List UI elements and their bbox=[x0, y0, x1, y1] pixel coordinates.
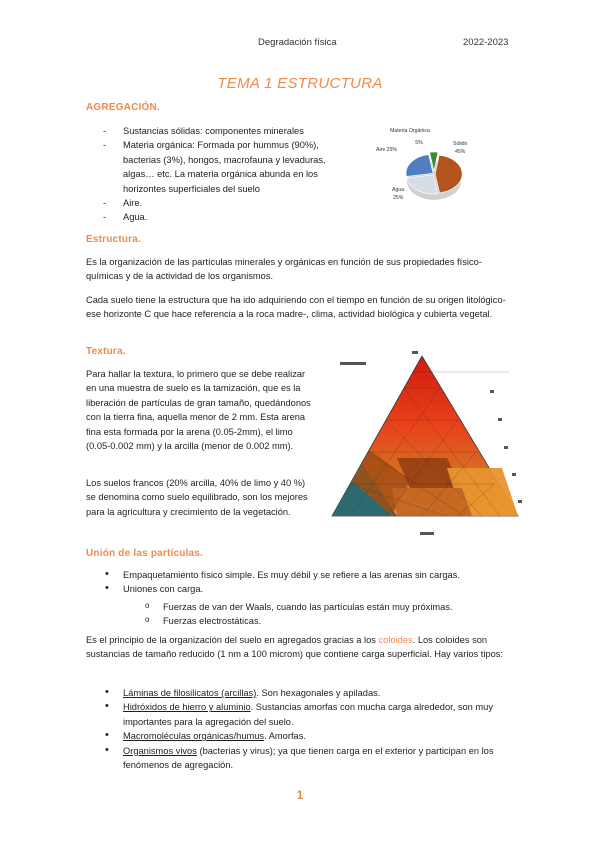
list-item: - Sustancias sólidas: componentes minerales bbox=[103, 124, 351, 138]
texture-triangle-image bbox=[322, 348, 527, 540]
heading-union: Unión de las partículas. bbox=[86, 548, 204, 559]
pie-label-agua: Agua bbox=[392, 187, 405, 193]
pie-slice bbox=[406, 155, 433, 177]
soil-composition-pie bbox=[372, 122, 502, 207]
list-item bbox=[103, 744, 521, 773]
list-item: o Fuerzas de van der Waals, cuando las partículas están muy próximas. bbox=[145, 600, 525, 614]
list-item bbox=[103, 700, 521, 729]
heading-estructura: Estructura. bbox=[86, 234, 141, 245]
coloides-types-list bbox=[103, 686, 521, 772]
estructura-paragraph-1: Es la organización de las partículas minerales y orgánicas en función de sus propiedades físico-químicas y de la actividad de los organismos. bbox=[86, 257, 482, 282]
list-item: • Empaquetamiento físico simple. Es muy débil y se refiere a las arenas sin cargas. bbox=[103, 568, 523, 582]
list-item: - Agua. bbox=[103, 210, 351, 224]
pie-label-aire: Aire 25% bbox=[376, 147, 398, 153]
pie-slices bbox=[406, 152, 462, 200]
list-item: - Materia orgánica: Formada por hummus (90%), bacterias (3%), hongos, macrofauna y levaduras, algas… etc. La materia orgánica abunda en los horizontes superficiales del suelo bbox=[103, 138, 351, 196]
header-subject: Degradación física bbox=[258, 37, 337, 48]
heading-textura: Textura. bbox=[86, 346, 126, 357]
textura-paragraph-1: Para hallar la textura, lo primero que se debe realizar en una muestra de suelo es la tamización, que es la liberación de partículas de gran tamaño, quedándonos con la tierra fina, aquella menor de 2 mm. Esta arena fina esta formada por la arena (0.05-2mm), el limo (0.05-0.002 mm) y la arcilla (menor de 0.002 mm). bbox=[86, 369, 311, 452]
type-term: Organismos vivos bbox=[123, 745, 197, 756]
type-desc: . Amorfas. bbox=[264, 731, 306, 742]
list-item: • Uniones con carga. bbox=[103, 582, 523, 596]
pie-label-materia: Materia Orgánica bbox=[390, 128, 430, 134]
list-item bbox=[103, 686, 521, 700]
coloides-highlight: coloides bbox=[378, 635, 413, 645]
estructura-paragraph-2: Cada suelo tiene la estructura que ha ido adquiriendo con el tiempo en función de su origen litológico-ese horizonte C que hace referencia a la roca madre-, clima, actividad biológica y cubierta vegetal. bbox=[86, 295, 506, 320]
type-term: Macromoléculas orgánicas/humus bbox=[123, 731, 265, 742]
list-item: o Fuerzas electrostáticas. bbox=[145, 614, 525, 628]
coloides-paragraph bbox=[86, 633, 518, 662]
list-item bbox=[103, 729, 521, 743]
type-term: Hidróxidos de hierro y aluminio bbox=[123, 702, 251, 713]
type-desc: . Son hexagonales y apiladas. bbox=[256, 688, 381, 698]
pie-label-solido-pct: 45% bbox=[455, 149, 466, 155]
coloides-text-after: . Los coloides son sustancias de tamaño reducido (1 nm a 100 microm) que contiene carga superficial. Hay varios tipos: bbox=[86, 635, 504, 660]
textura-paragraph-2: Los suelos francos (20% arcilla, 40% de limo y 40 %) se denomina como suelo equilibrado, son los mejores para la agricultura y crecimiento de la vegetación. bbox=[86, 478, 308, 517]
type-desc: . Sustancias amorfas con mucha carga alrededor, son muy importantes para la agregación del suelo. bbox=[123, 702, 493, 727]
page-title: TEMA 1 ESTRUCTURA bbox=[217, 75, 383, 92]
pie-label-agua-pct: 25% bbox=[393, 195, 404, 201]
page-number: 1 bbox=[296, 788, 304, 802]
header-year: 2022-2023 bbox=[463, 37, 509, 48]
pie-label-materia-pct: 5% bbox=[415, 140, 423, 146]
list-item: - Aire. bbox=[103, 196, 351, 210]
heading-agregacion: AGREGACIÓN. bbox=[86, 102, 160, 113]
type-term: Láminas de filosilicatos (arcillas) bbox=[123, 688, 257, 698]
agregacion-list bbox=[103, 124, 351, 225]
pie-label-solido: Sólido bbox=[453, 141, 468, 147]
union-sublist bbox=[145, 600, 525, 629]
union-list bbox=[103, 568, 523, 597]
type-desc: (bacterias y virus); ya que tienen carga en el exterior y participan en los fenómenos de agregación. bbox=[123, 745, 494, 771]
coloides-text-before: Es el principio de la organización del suelo en agregados gracias a los bbox=[86, 635, 376, 645]
